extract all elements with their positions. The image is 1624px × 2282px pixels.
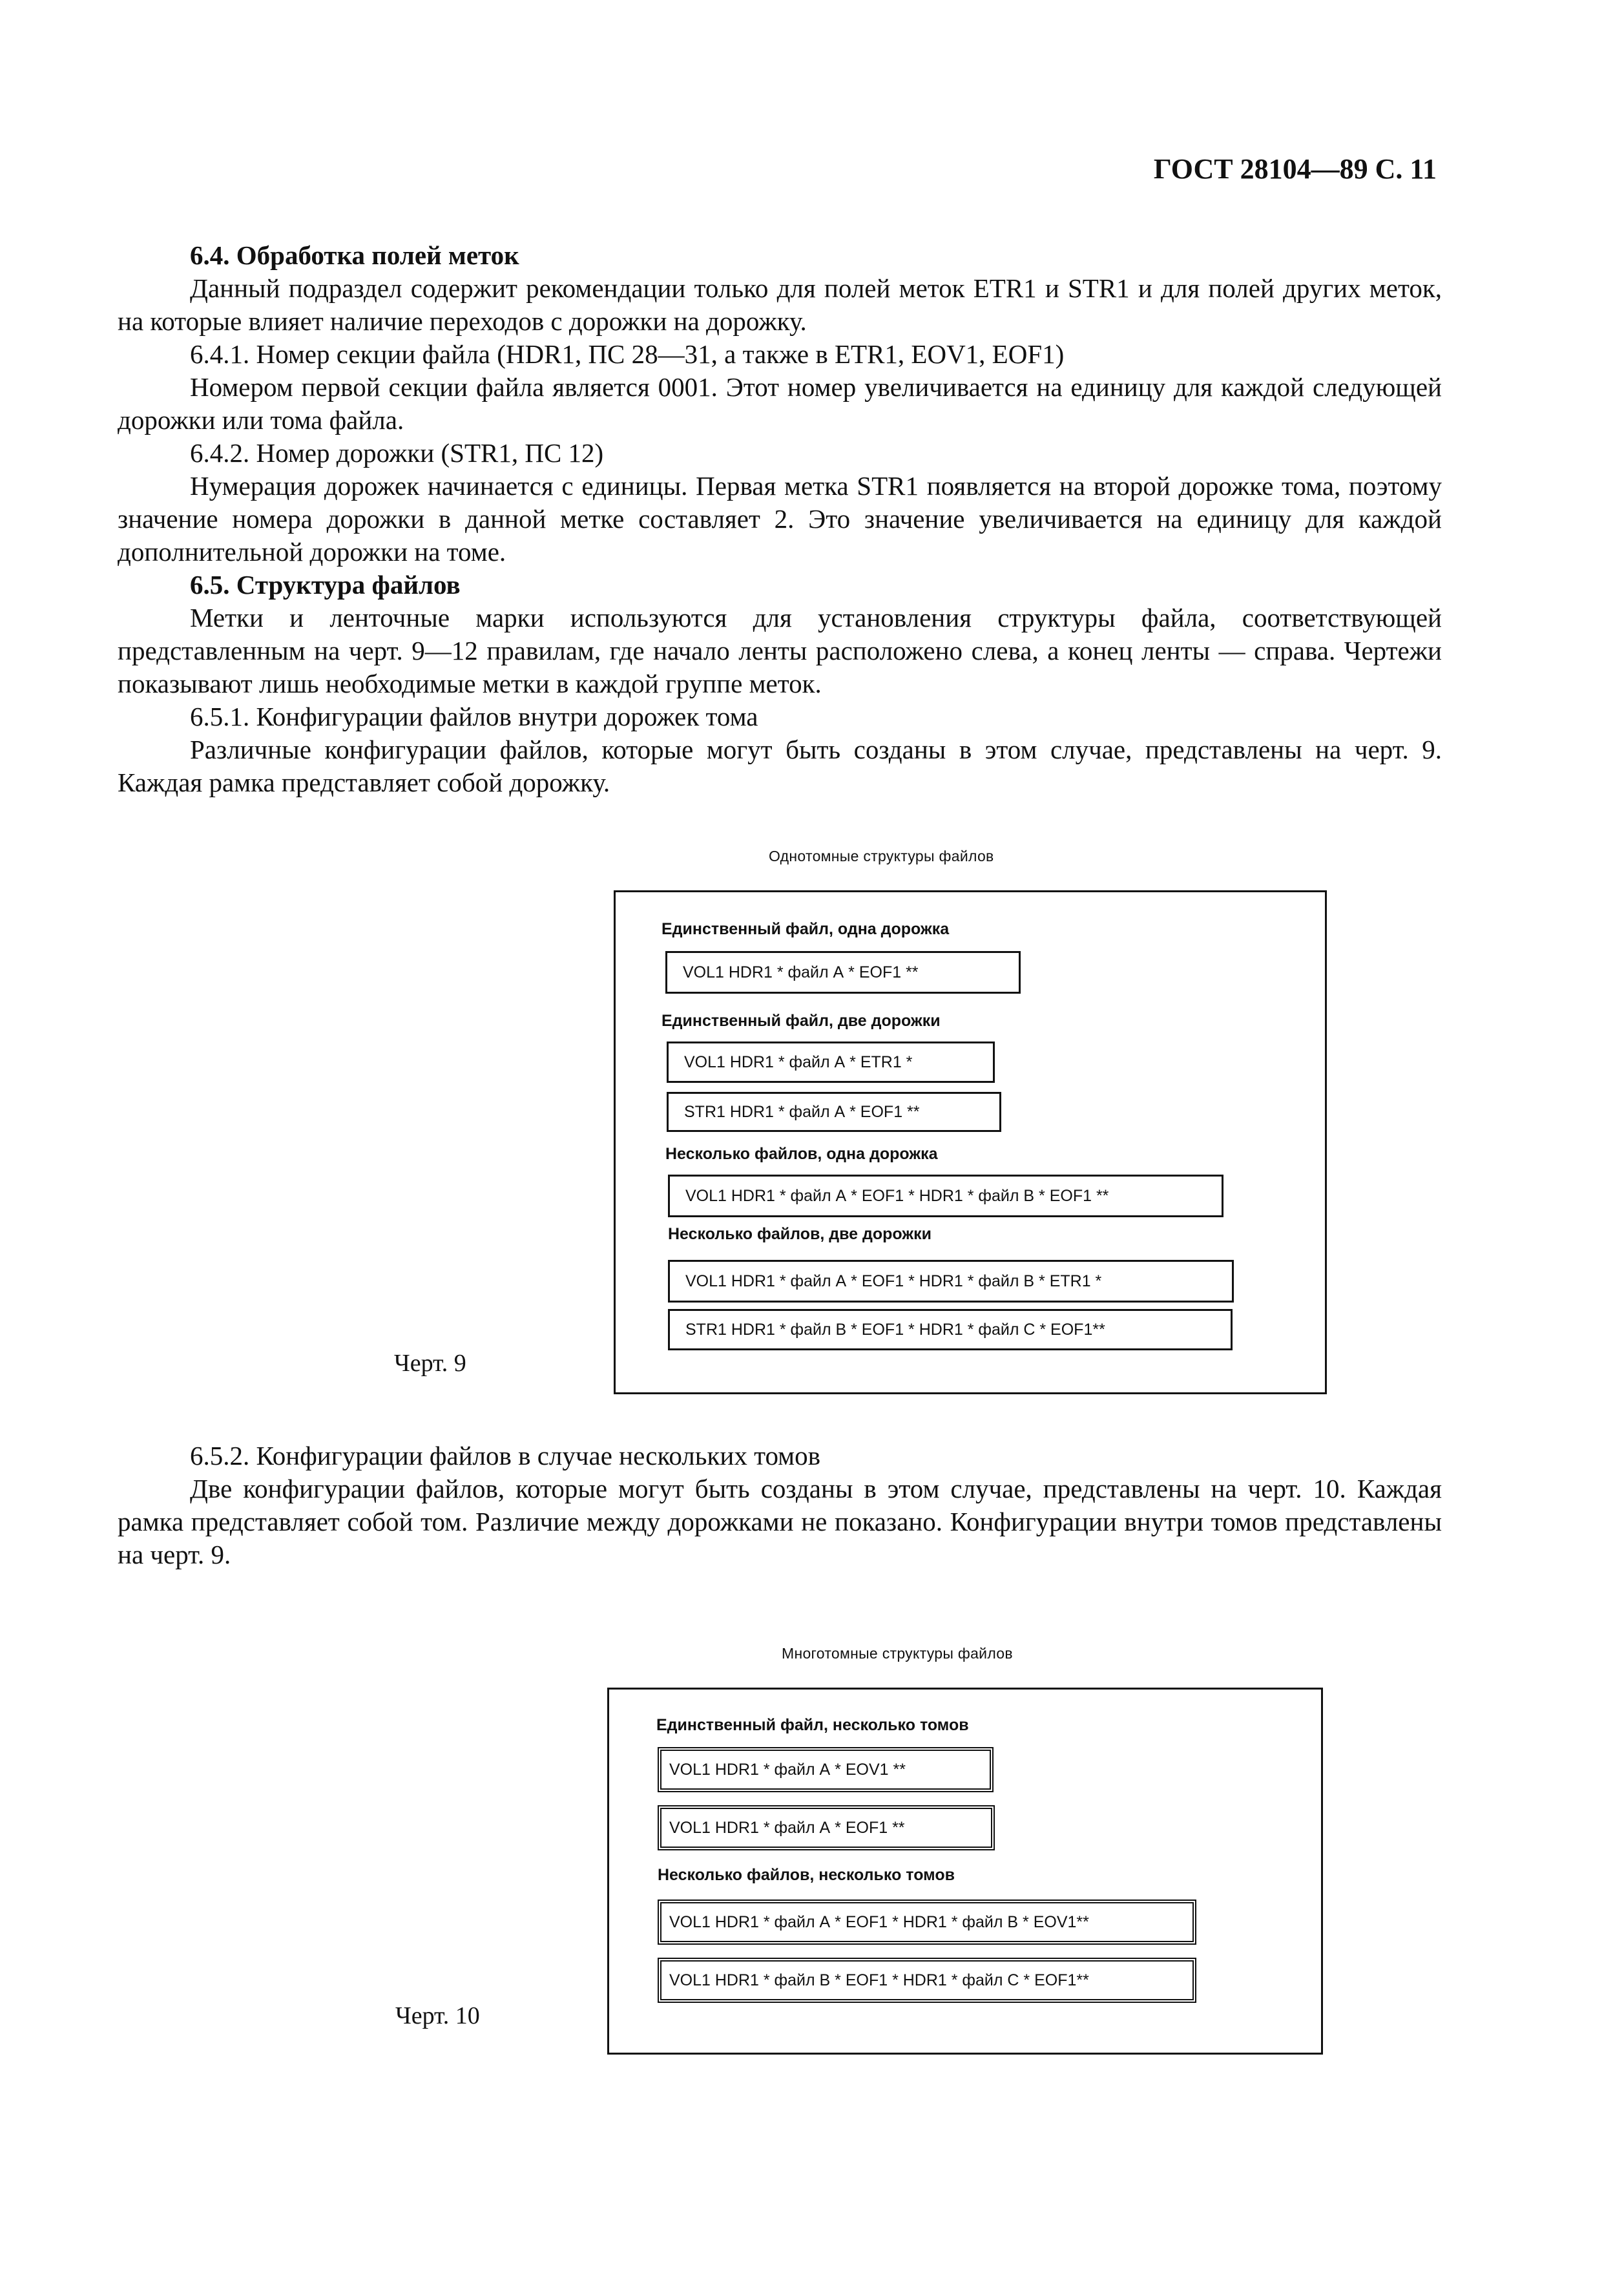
figure10-caption: Многотомные структуры файлов xyxy=(782,1645,1013,1662)
figure9-group3-title: Несколько файлов, одна дорожка xyxy=(665,1145,938,1163)
figure9-group2-box2: STR1 HDR1 * файл А * EOF1 ** xyxy=(667,1092,1001,1132)
section-6-4 xyxy=(118,239,1442,799)
figure9-label: Черт. 9 xyxy=(394,1350,466,1377)
figure9-group4-box2: STR1 HDR1 * файл В * EOF1 * HDR1 * файл С * EOF1** xyxy=(668,1309,1233,1350)
figure10-group2-box1: VOL1 HDR1 * файл А * EOF1 * HDR1 * файл В * EOV1** xyxy=(658,1900,1196,1945)
figure9-group2-box1: VOL1 HDR1 * файл А * ETR1 * xyxy=(667,1042,995,1083)
figure9-caption: Однотомные структуры файлов xyxy=(769,848,994,864)
heading-6-5: 6.5. Структура файлов xyxy=(190,570,461,600)
figure10-group2-box2: VOL1 HDR1 * файл В * EOF1 * HDR1 * файл С * EOF1** xyxy=(658,1958,1196,2003)
paragraph-6-4-2: Нумерация дорожек начинается с единицы. Первая метка STR1 появляется на второй дорожке тома, поэтому значение номера дорожки в данной метке составляет 2. Это значение увеличивается на единицу для каждой дополнительной дорожки на томе. xyxy=(118,471,1442,567)
heading-6-5-2: 6.5.2. Конфигурации файлов в случае нескольких томов xyxy=(190,1441,820,1471)
figure10-group1-title: Единственный файл, несколько томов xyxy=(656,1716,969,1734)
paragraph-6-5-1: Различные конфигурации файлов, которые могут быть созданы в этом случае, представлены на черт. 9. Каждая рамка представляет собой дорожку. xyxy=(118,735,1442,797)
heading-6-4-2: 6.4.2. Номер дорожки (STR1, ПС 12) xyxy=(190,438,604,468)
figure10-group2-title: Несколько файлов, несколько томов xyxy=(658,1866,955,1884)
paragraph-6-5: Метки и ленточные марки используются для установления структуры файла, соответствующей представленным на черт. 9—12 правилам, где начало ленты расположено слева, а конец ленты — справа. Чертежи показывают лишь необходимые метки в каждой группе меток. xyxy=(118,603,1442,698)
figure9-group1-title: Единственный файл, одна дорожка xyxy=(661,920,950,938)
figure9-group4-title: Несколько файлов, две дорожки xyxy=(668,1225,932,1243)
figure9-group1-box1: VOL1 HDR1 * файл А * EOF1 ** xyxy=(665,951,1021,994)
paragraph-6-4-1: Номером первой секции файла является 0001. Этот номер увеличивается на единицу для каждой следующей дорожки или тома файла. xyxy=(118,372,1442,435)
heading-6-4-1: 6.4.1. Номер секции файла (HDR1, ПС 28—31, а также в ETR1, EOV1, EOF1) xyxy=(190,339,1065,369)
paragraph-6-5-2: Две конфигурации файлов, которые могут быть созданы в этом случае, представлены на черт. 10. Каждая рамка представляет собой том. Различие между дорожками не показано. Конфигурации внутри томов представлены на черт. 9. xyxy=(118,1474,1442,1569)
figure9-group4-box1: VOL1 HDR1 * файл А * EOF1 * HDR1 * файл В * ETR1 * xyxy=(668,1260,1234,1303)
figure10-group1-box2: VOL1 HDR1 * файл А * EOF1 ** xyxy=(658,1805,995,1850)
figure10-label: Черт. 10 xyxy=(395,2002,480,2029)
heading-6-4: 6.4. Обработка полей меток xyxy=(190,240,519,270)
page-header: ГОСТ 28104—89 С. 11 xyxy=(1153,153,1437,185)
figure9-group3-box1: VOL1 HDR1 * файл А * EOF1 * HDR1 * файл В * EOF1 ** xyxy=(668,1175,1223,1217)
figure10-group1-box1: VOL1 HDR1 * файл А * EOV1 ** xyxy=(658,1747,994,1792)
figure9-group2-title: Единственный файл, две дорожки xyxy=(661,1012,941,1030)
heading-6-5-1: 6.5.1. Конфигурации файлов внутри дорожек тома xyxy=(190,702,758,731)
paragraph-6-4: Данный подраздел содержит рекомендации только для полей меток ETR1 и STR1 и для полей других меток, на которые влияет наличие переходов с дорожки на дорожку. xyxy=(118,273,1442,336)
section-6-5-2 xyxy=(118,1439,1442,1571)
